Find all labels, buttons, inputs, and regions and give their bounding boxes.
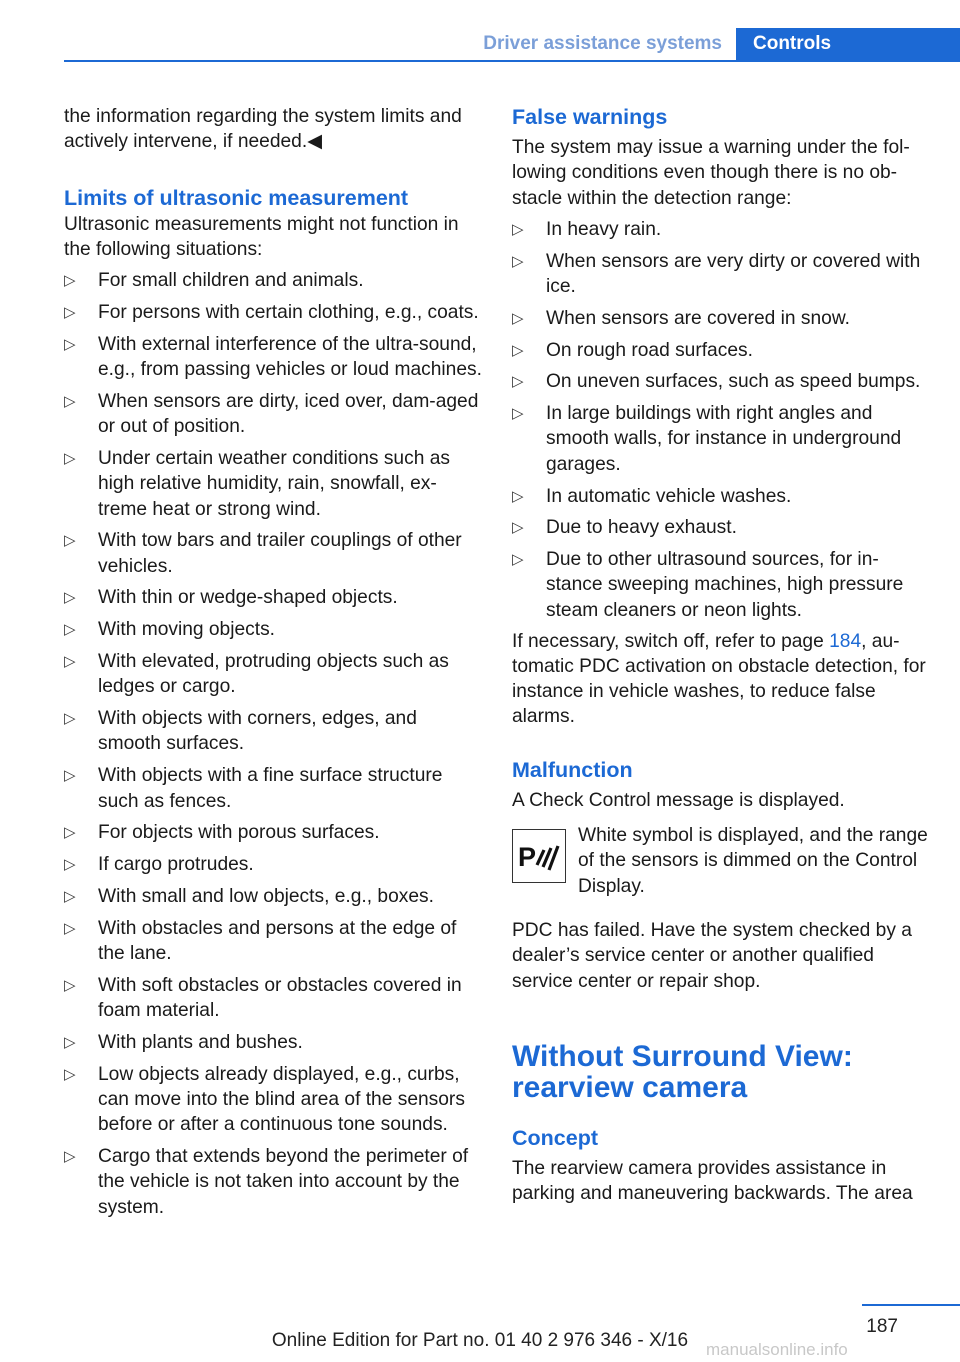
footer-edition: Online Edition for Part no. 01 40 2 976 346 - X/16 xyxy=(271,1330,689,1351)
left-column xyxy=(64,104,484,1226)
triangle-right-icon: ▷ xyxy=(512,519,524,537)
false-warnings-heading: False warnings xyxy=(512,105,668,129)
list-item-text: With moving objects. xyxy=(98,619,276,641)
triangle-right-icon: ▷ xyxy=(512,551,524,569)
switch-off-text-pre: If necessary, switch off, refer to page xyxy=(512,630,830,652)
triangle-right-icon: ▷ xyxy=(512,487,524,505)
list-item-text: With plants and bushes. xyxy=(98,1031,303,1053)
page-number: 187 xyxy=(866,1316,898,1337)
pdc-malfunction-icon xyxy=(512,829,566,883)
list-item-text: Under certain weather conditions such as high relative humidity, rain, snowfall, ex‐treme heat or strong wind. xyxy=(98,447,450,520)
list-item xyxy=(64,528,484,579)
triangle-right-icon: ▷ xyxy=(512,252,524,270)
false-warnings-paragraph: The system may issue a warning under the fol‐lowing conditions even though there is no ob‐stacle within the detection range: xyxy=(512,137,910,209)
list-item xyxy=(64,1030,484,1055)
list-item xyxy=(64,852,484,877)
list-item-text: Due to other ultrasound sources, for in‐stance sweeping machines, high pressure steam cleaners or neon lights. xyxy=(546,549,904,621)
header-rule xyxy=(64,60,960,62)
list-item-text: In heavy rain. xyxy=(546,218,662,240)
page-reference-link[interactable]: 184 xyxy=(829,630,862,652)
triangle-right-icon: ▷ xyxy=(64,653,76,671)
triangle-right-icon: ▷ xyxy=(64,1033,76,1051)
triangle-right-icon: ▷ xyxy=(64,856,76,874)
footer-rule xyxy=(862,1304,960,1306)
triangle-right-icon: ▷ xyxy=(64,767,76,785)
list-item xyxy=(64,268,484,293)
list-item-text: When sensors are covered in snow. xyxy=(546,307,850,329)
list-item xyxy=(64,973,484,1024)
camera-heading-line2: rearview camera xyxy=(512,1070,748,1104)
svg-text:P: P xyxy=(518,842,537,873)
list-item-text: Low objects already displayed, e.g., curbs, can move into the blind area of the sensors before or after a continuous tone sounds. xyxy=(98,1063,465,1136)
list-item-text: On uneven surfaces, such as speed bumps. xyxy=(546,371,921,393)
list-item xyxy=(64,916,484,967)
triangle-right-icon: ▷ xyxy=(64,887,76,905)
list-item-text: With soft obstacles or obstacles covered in foam material. xyxy=(98,974,462,1022)
list-item xyxy=(512,338,932,363)
list-item xyxy=(64,820,484,845)
list-item xyxy=(64,446,484,522)
list-item xyxy=(64,706,484,757)
list-item xyxy=(512,369,932,394)
list-item-text: With obstacles and persons at the edge of the lane. xyxy=(98,917,457,965)
symbol-description: White symbol is displayed, and the range of the sensors is dimmed on the Control Display. xyxy=(578,825,928,897)
triangle-right-icon: ▷ xyxy=(64,335,76,353)
concept-paragraph: The rearview camera provides assistance in parking and maneuvering backwards. The area xyxy=(512,1157,913,1205)
list-item xyxy=(64,389,484,440)
triangle-right-icon: ▷ xyxy=(64,589,76,607)
triangle-right-icon: ▷ xyxy=(512,309,524,327)
triangle-right-icon: ▷ xyxy=(64,449,76,467)
list-item xyxy=(512,515,932,540)
list-item-text: With thin or wedge-shaped objects. xyxy=(98,587,398,609)
header-section-title: Driver assistance systems xyxy=(483,33,722,54)
list-item xyxy=(512,306,932,331)
triangle-right-icon: ▷ xyxy=(64,1148,76,1166)
list-item xyxy=(64,617,484,642)
list-item xyxy=(64,1144,484,1220)
list-item xyxy=(64,300,484,325)
switch-off-paragraph xyxy=(512,629,932,730)
list-item-text: When sensors are dirty, iced over, dam‐aged or out of position. xyxy=(98,390,479,438)
right-column xyxy=(512,104,932,1206)
list-item-text: For persons with certain clothing, e.g., coats. xyxy=(98,301,479,323)
pdc-failed-paragraph: PDC has failed. Have the system checked by a dealer’s service center or another qualified service center or repair shop. xyxy=(512,919,912,992)
triangle-right-icon: ▷ xyxy=(64,532,76,550)
symbol-row xyxy=(512,823,932,899)
list-item-text: For small children and animals. xyxy=(98,270,364,292)
list-item-text: With objects with a fine surface structure such as fences. xyxy=(98,765,443,812)
triangle-right-icon: ▷ xyxy=(64,303,76,321)
limits-list xyxy=(64,268,484,1220)
list-item xyxy=(64,884,484,909)
list-item xyxy=(512,484,932,509)
limits-heading: Limits of ultrasonic measurement xyxy=(64,185,409,210)
list-item-text: On rough road surfaces. xyxy=(546,339,753,361)
list-item xyxy=(64,649,484,700)
list-item-text: Due to heavy exhaust. xyxy=(546,517,737,539)
list-item xyxy=(64,1062,484,1138)
list-item-text: With elevated, protruding objects such as ledges or cargo. xyxy=(98,651,449,698)
triangle-right-icon: ▷ xyxy=(64,392,76,410)
triangle-right-icon: ▷ xyxy=(64,710,76,728)
list-item xyxy=(512,401,932,477)
list-item xyxy=(64,763,484,814)
header-chapter-tab: Controls xyxy=(736,28,960,60)
list-item-text: Cargo that extends beyond the perimeter of the vehicle is not taken into account by the system. xyxy=(98,1146,469,1218)
triangle-right-icon: ▷ xyxy=(512,405,524,423)
triangle-right-icon: ▷ xyxy=(64,1065,76,1083)
triangle-right-icon: ▷ xyxy=(64,919,76,937)
switch-off-text-post: , au‐tomatic PDC activation on obstacle detection, for instance in vehicle washes, to reduce false alarms. xyxy=(512,630,926,728)
list-item xyxy=(512,249,932,300)
malfunction-paragraph: A Check Control message is displayed. xyxy=(512,789,845,811)
list-item-text: When sensors are very dirty or covered with ice. xyxy=(546,250,921,297)
triangle-right-icon: ▷ xyxy=(512,373,524,391)
malfunction-heading: Malfunction xyxy=(512,757,633,782)
list-item xyxy=(512,547,932,623)
list-item xyxy=(512,217,932,242)
triangle-right-icon: ▷ xyxy=(512,341,524,359)
list-item-text: If cargo protrudes. xyxy=(98,854,254,876)
list-item xyxy=(64,585,484,610)
triangle-right-icon: ▷ xyxy=(64,976,76,994)
watermark: manualsonline.info xyxy=(706,1340,848,1359)
list-item-text: With tow bars and trailer couplings of other vehicles. xyxy=(98,530,462,577)
triangle-right-icon: ▷ xyxy=(64,272,76,290)
list-item-text: With objects with corners, edges, and smooth surfaces. xyxy=(98,708,417,755)
limits-paragraph: Ultrasonic measurements might not function in the following situations: xyxy=(64,213,459,260)
false-warnings-list xyxy=(512,217,932,623)
concept-heading: Concept xyxy=(512,1125,598,1150)
list-item-text: In large buildings with right angles and smooth walls, for instance in underground garages. xyxy=(546,403,902,475)
triangle-right-icon: ▷ xyxy=(512,220,524,238)
list-item-text: In automatic vehicle washes. xyxy=(546,485,792,507)
list-item xyxy=(64,332,484,383)
list-item-text: With small and low objects, e.g., boxes. xyxy=(98,885,434,907)
intro-paragraph: the information regarding the system limits and actively intervene, if needed.◀ xyxy=(64,106,462,153)
camera-heading-line1: Without Surround View: xyxy=(512,1039,853,1073)
triangle-right-icon: ▷ xyxy=(64,621,76,639)
triangle-right-icon: ▷ xyxy=(64,824,76,842)
list-item-text: For objects with porous surfaces. xyxy=(98,822,380,844)
list-item-text: With external interference of the ultra‐sound, e.g., from passing vehicles or loud machines. xyxy=(98,333,482,381)
camera-heading xyxy=(512,1041,932,1103)
